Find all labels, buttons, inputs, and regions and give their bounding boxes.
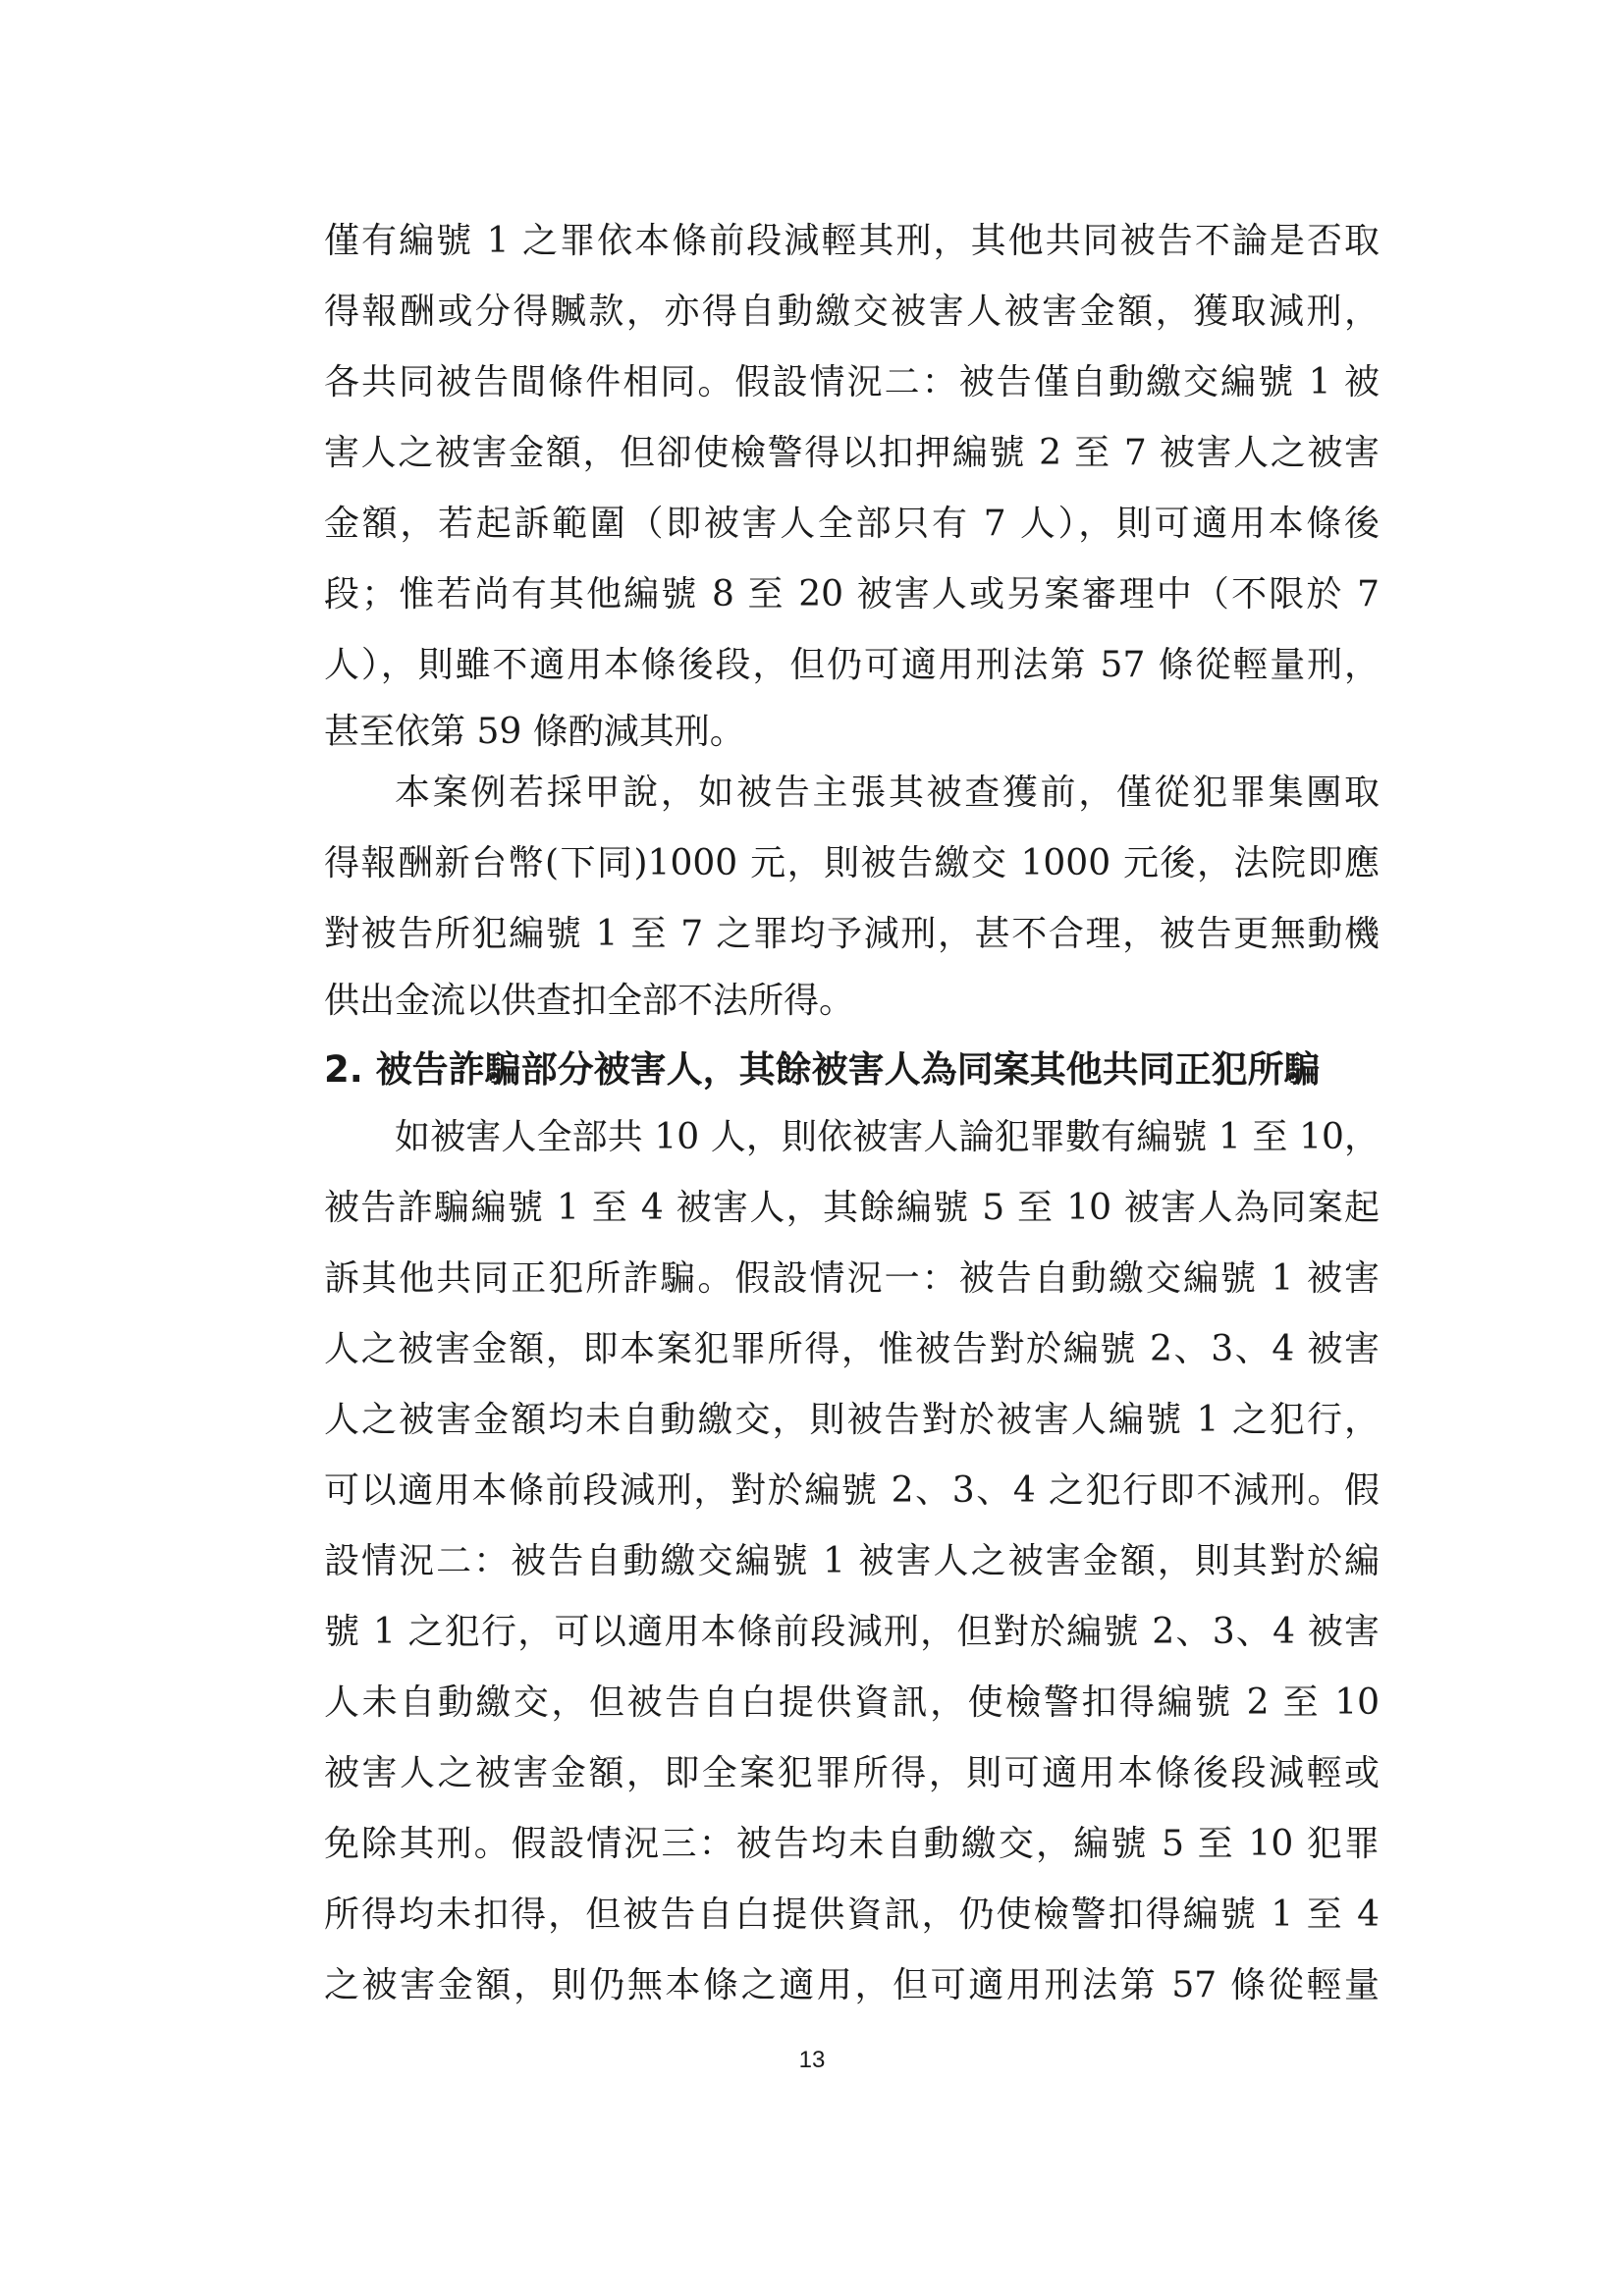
paragraph-3-line-2: 被告詐騙編號 1 至 4 被害人，其餘編號 5 至 10 被害人為同案起 xyxy=(324,1188,1380,1228)
section-heading: 2. 被告詐騙部分被害人，其餘被害人為同案其他共同正犯所騙 xyxy=(324,1048,1321,1091)
paragraph-1-line-5: 金額，若起訴範圍（即被害人全部只有 7 人），則可適用本條後 xyxy=(324,504,1380,544)
page-number: 13 xyxy=(798,2047,826,2073)
paragraph-1-line-8: 甚至依第 59 條酌減其刑。 xyxy=(324,712,745,752)
paragraph-1-line-6: 段；惟若尚有其他編號 8 至 20 被害人或另案審理中（不限於 7 xyxy=(324,574,1380,614)
paragraph-3-line-6: 可以適用本條前段減刑，對於編號 2、3、4 之犯行即不減刑。假 xyxy=(324,1470,1380,1511)
paragraph-3-line-5: 人之被害金額均未自動繳交，則被告對於被害人編號 1 之犯行， xyxy=(324,1400,1380,1440)
paragraph-3-line-7: 設情況二：被告自動繳交編號 1 被害人之被害金額，則其對於編 xyxy=(324,1541,1380,1581)
paragraph-3-line-10: 被害人之被害金額，即全案犯罪所得，則可適用本條後段減輕或 xyxy=(324,1753,1380,1793)
paragraph-1-line-4: 害人之被害金額，但卻使檢警得以扣押編號 2 至 7 被害人之被害 xyxy=(324,433,1380,473)
paragraph-1-line-2: 得報酬或分得贓款，亦得自動繳交被害人被害金額，獲取減刑， xyxy=(324,292,1380,332)
paragraph-3-line-12: 所得均未扣得，但被告自白提供資訊，仍使檢警扣得編號 1 至 4 xyxy=(324,1895,1380,1935)
paragraph-3-line-4: 人之被害金額，即本案犯罪所得，惟被告對於編號 2、3、4 被害 xyxy=(324,1329,1380,1369)
paragraph-3-line-1: 如被害人全部共 10 人，則依被害人論犯罪數有編號 1 至 10， xyxy=(395,1117,1380,1157)
paragraph-3-line-11: 免除其刑。假設情況三：被告均未自動繳交，編號 5 至 10 犯罪 xyxy=(324,1824,1380,1864)
paragraph-3-line-8: 號 1 之犯行，可以適用本條前段減刑，但對於編號 2、3、4 被害 xyxy=(324,1612,1380,1652)
paragraph-1-line-3: 各共同被告間條件相同。假設情況二：被告僅自動繳交編號 1 被 xyxy=(324,362,1380,402)
paragraph-2-line-1: 本案例若採甲說，如被告主張其被查獲前，僅從犯罪集團取 xyxy=(395,773,1380,813)
paragraph-2-line-4: 供出金流以供查扣全部不法所得。 xyxy=(324,981,855,1021)
paragraph-2-line-2: 得報酬新台幣(下同)1000 元，則被告繳交 1000 元後，法院即應 xyxy=(324,843,1380,883)
paragraph-3-line-9: 人未自動繳交，但被告自白提供資訊，使檢警扣得編號 2 至 10 xyxy=(324,1682,1380,1723)
paragraph-2-line-3: 對被告所犯編號 1 至 7 之罪均予減刑，甚不合理，被告更無動機 xyxy=(324,914,1380,954)
paragraph-1-line-7: 人），則雖不適用本條後段，但仍可適用刑法第 57 條從輕量刑， xyxy=(324,645,1380,685)
paragraph-1-line-1: 僅有編號 1 之罪依本條前段減輕其刑，其他共同被告不論是否取 xyxy=(324,221,1380,261)
paragraph-3-line-3: 訴其他共同正犯所詐騙。假設情況一：被告自動繳交編號 1 被害 xyxy=(324,1258,1380,1299)
paragraph-3-line-13: 之被害金額，則仍無本條之適用，但可適用刑法第 57 條從輕量 xyxy=(324,1965,1380,2005)
